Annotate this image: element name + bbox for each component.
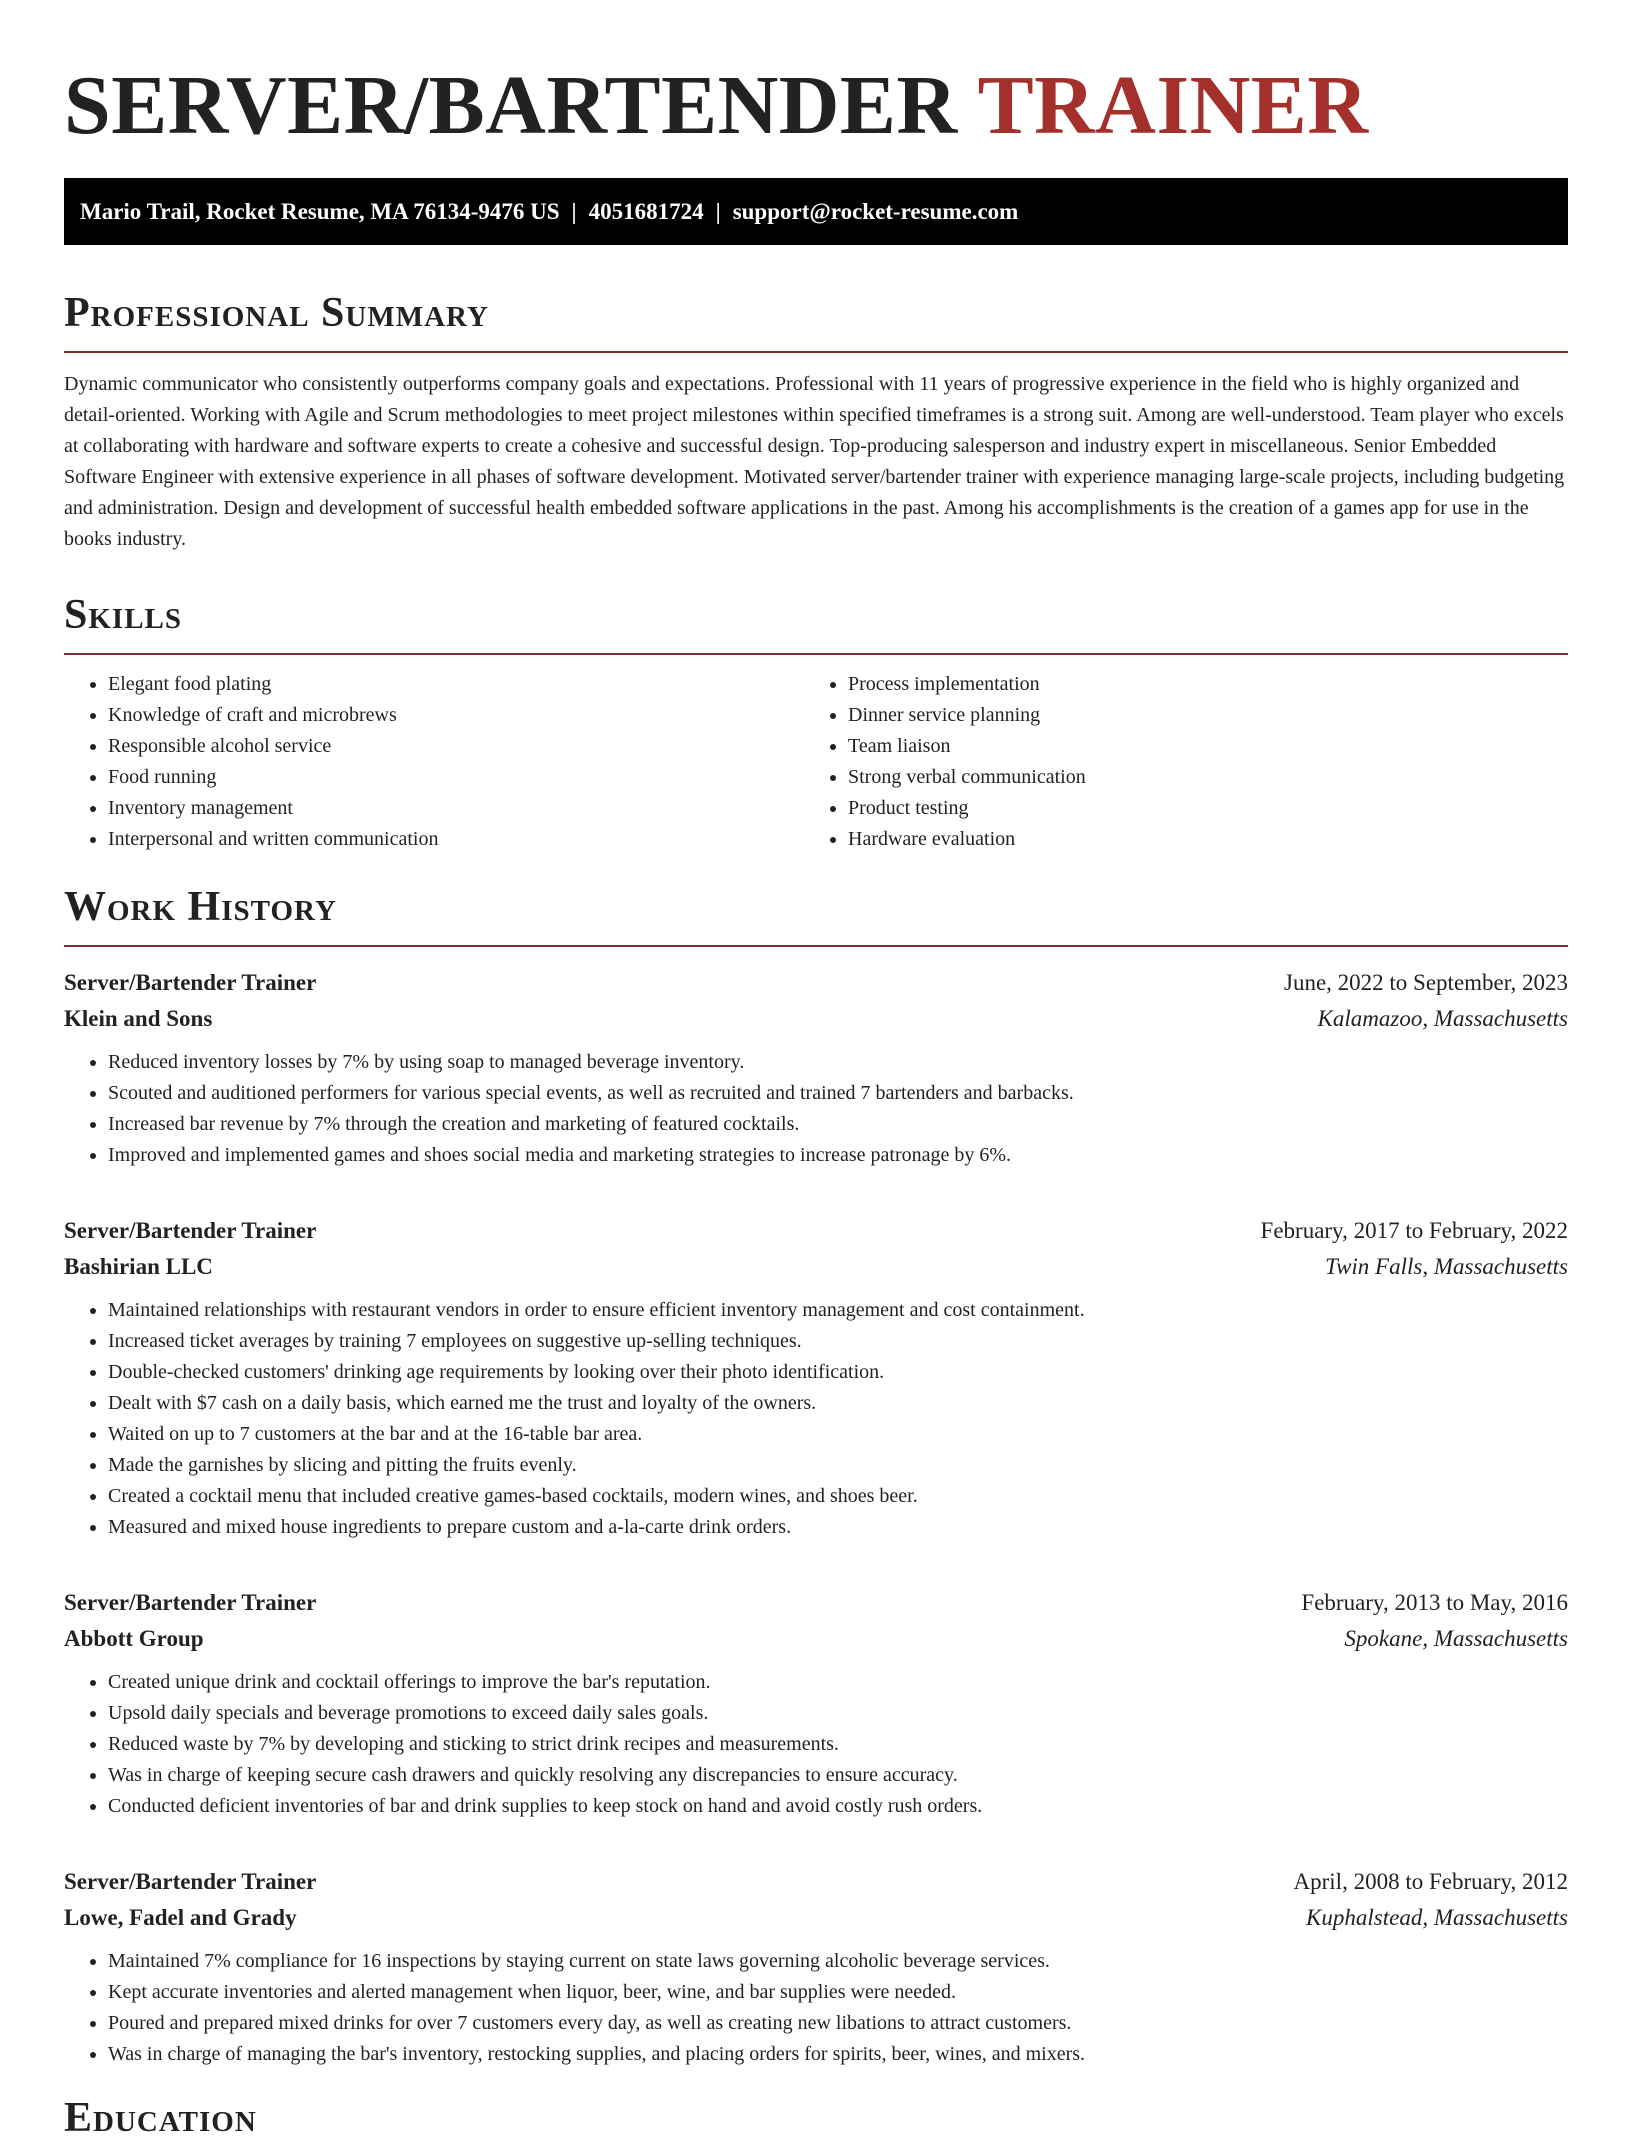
skill-item: • Responsible alcohol service [108, 731, 804, 762]
section-heading-skills: Skills [64, 592, 183, 638]
contact-phone: 4051681724 [588, 199, 704, 224]
skills-section [64, 591, 1568, 855]
job-bullet: • Maintained relationships with restaurant vendors in order to ensure efficient inventory management and cost containment. [108, 1295, 1568, 1326]
job-company-row [64, 1249, 1568, 1285]
job-bullet: • Double-checked customers' drinking age requirements by looking over their photo identification. [108, 1357, 1568, 1388]
job-location: Twin Falls, Massachusetts [1324, 1254, 1568, 1279]
job-bullet: • Reduced waste by 7% by developing and sticking to strict drink recipes and measurements. [108, 1729, 1568, 1760]
job-bullets [64, 1295, 1568, 1543]
job-bullets [64, 1047, 1568, 1171]
job-bullet: • Was in charge of keeping secure cash drawers and quickly resolving any discrepancies to ensure accuracy. [108, 1760, 1568, 1791]
job-bullet: • Was in charge of managing the bar's inventory, restocking supplies, and placing orders for spirits, beer, wines, and mixers. [108, 2039, 1568, 2070]
job-location: Kuphalstead, Massachusetts [1306, 1905, 1568, 1930]
job-company: Abbott Group [64, 1626, 204, 1651]
job-bullet: • Made the garnishes by slicing and pitting the fruits evenly. [108, 1450, 1568, 1481]
job-company-row [64, 1900, 1568, 1936]
job-entry [64, 1585, 1568, 1822]
job-bullet: • Reduced inventory losses by 7% by using soap to managed beverage inventory. [108, 1047, 1568, 1078]
skill-item: • Interpersonal and written communication [108, 824, 804, 855]
job-bullet: • Maintained 7% compliance for 16 inspections by staying current on state laws governing alcoholic beverage services. [108, 1946, 1568, 1977]
contact-separator: | [571, 199, 577, 224]
job-dates: June, 2022 to September, 2023 [1284, 970, 1568, 995]
job-entry [64, 965, 1568, 1171]
section-heading-work-history: Work History [64, 884, 337, 930]
job-bullet: • Created unique drink and cocktail offerings to improve the bar's reputation. [108, 1667, 1568, 1698]
contact-address: Mario Trail, Rocket Resume, MA 76134-9476 US [80, 199, 560, 224]
job-header-row [64, 965, 1568, 1001]
job-company: Lowe, Fadel and Grady [64, 1905, 297, 1930]
job-company-row [64, 1621, 1568, 1657]
skill-item: • Hardware evaluation [848, 824, 1568, 855]
job-bullet: • Dealt with $7 cash on a daily basis, which earned me the trust and loyalty of the owners. [108, 1388, 1568, 1419]
resume-title [64, 0, 1568, 154]
skills-column-left [64, 669, 804, 855]
skill-item: • Inventory management [108, 793, 804, 824]
job-bullet: • Increased ticket averages by training 7 employees on suggestive up-selling techniques. [108, 1326, 1568, 1357]
job-bullet: • Improved and implemented games and shoes social media and marketing strategies to increase patronage by 6%. [108, 1140, 1568, 1171]
job-bullets [64, 1667, 1568, 1822]
job-title: Server/Bartender Trainer [64, 1869, 317, 1894]
resume-page [64, 0, 1568, 2142]
job-dates: April, 2008 to February, 2012 [1293, 1869, 1568, 1894]
skill-item: • Elegant food plating [108, 669, 804, 700]
title-main: SERVER/BARTENDER [64, 59, 958, 152]
job-bullet: • Scouted and auditioned performers for various special events, as well as recruited and trained 7 bartenders and barbacks. [108, 1078, 1568, 1109]
summary-section [64, 289, 1568, 555]
job-title: Server/Bartender Trainer [64, 1218, 317, 1243]
job-company: Bashirian LLC [64, 1254, 213, 1279]
title-accent: TRAINER [977, 59, 1369, 152]
job-dates: February, 2017 to February, 2022 [1260, 1218, 1568, 1243]
job-dates: February, 2013 to May, 2016 [1301, 1590, 1568, 1615]
job-bullet: • Increased bar revenue by 7% through the creation and marketing of featured cocktails. [108, 1109, 1568, 1140]
job-location: Kalamazoo, Massachusetts [1317, 1006, 1568, 1031]
skill-item: • Product testing [848, 793, 1568, 824]
job-bullet: • Upsold daily specials and beverage promotions to exceed daily sales goals. [108, 1698, 1568, 1729]
job-bullet: • Kept accurate inventories and alerted management when liquor, beer, wine, and bar supplies were needed. [108, 1977, 1568, 2008]
job-header-row [64, 1213, 1568, 1249]
skill-item: • Team liaison [848, 731, 1568, 762]
job-bullet: • Waited on up to 7 customers at the bar and at the 16-table bar area. [108, 1419, 1568, 1450]
job-bullet: • Poured and prepared mixed drinks for over 7 customers every day, as well as creating new libations to attract customers. [108, 2008, 1568, 2039]
job-bullet: • Measured and mixed house ingredients to prepare custom and a-la-carte drink orders. [108, 1512, 1568, 1543]
section-divider [64, 653, 1568, 655]
contact-bar [64, 178, 1568, 245]
job-company-row [64, 1001, 1568, 1037]
job-company: Klein and Sons [64, 1006, 213, 1031]
job-header-row [64, 1585, 1568, 1621]
job-header-row [64, 1864, 1568, 1900]
job-title: Server/Bartender Trainer [64, 970, 317, 995]
skill-item: • Strong verbal communication [848, 762, 1568, 793]
work-history-section [64, 883, 1568, 2070]
contact-email: support@rocket-resume.com [732, 199, 1019, 224]
job-bullet: • Created a cocktail menu that included creative games-based cocktails, modern wines, and shoes beer. [108, 1481, 1568, 1512]
skills-column-right [804, 669, 1568, 855]
job-entry [64, 1864, 1568, 2070]
skill-item: • Process implementation [848, 669, 1568, 700]
education-section [64, 2094, 1568, 2142]
job-bullets [64, 1946, 1568, 2070]
skills-list [64, 669, 1568, 855]
section-heading-summary: Professional Summary [64, 290, 489, 336]
section-divider [64, 351, 1568, 353]
job-bullet: • Conducted deficient inventories of bar and drink supplies to keep stock on hand and avoid costly rush orders. [108, 1791, 1568, 1822]
summary-text: Dynamic communicator who consistently outperforms company goals and expectations. Professional with 11 years of progressive experience in the field who is highly organized and detail-oriented. Working with Agile and Scrum methodologies to meet project milestones within specified timeframes is a strong suit. Among are well-understood. Team player who excels at collaborating with hardware and software experts to create a cohesive and successful design. Top-producing salesperson and industry expert in miscellaneous. Senior Embedded Software Engineer with extensive experience in all phases of software development. Motivated server/bartender trainer with experience managing large-scale projects, including budgeting and administration. Design and development of successful health embedded software applications in the past. Among his accomplishments is the creation of a games app for use in the books industry. [64, 373, 1565, 550]
skill-item: • Food running [108, 762, 804, 793]
skill-item: • Knowledge of craft and microbrews [108, 700, 804, 731]
job-entry [64, 1213, 1568, 1543]
section-divider [64, 945, 1568, 947]
skill-item: • Dinner service planning [848, 700, 1568, 731]
contact-separator: | [715, 199, 721, 224]
job-location: Spokane, Massachusetts [1344, 1626, 1568, 1651]
job-title: Server/Bartender Trainer [64, 1590, 317, 1615]
section-heading-education: Education [64, 2095, 257, 2141]
